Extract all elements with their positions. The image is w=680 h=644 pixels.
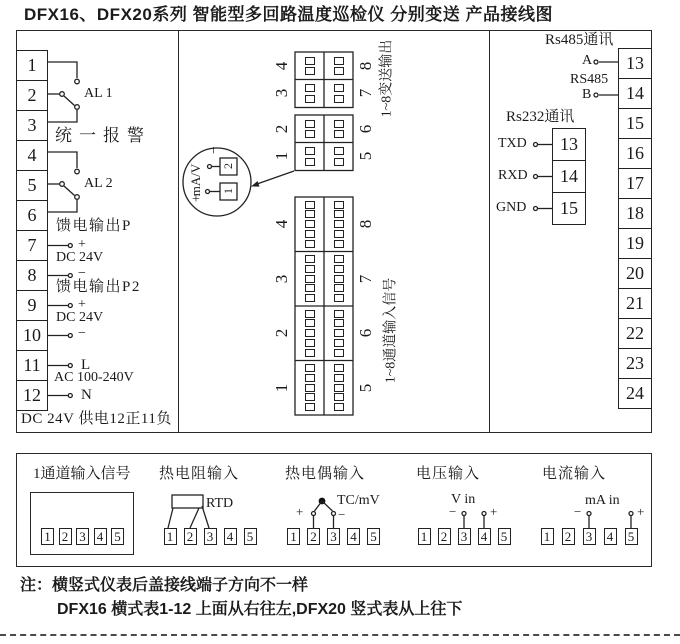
note-line-2: DFX16 横式表1-12 上面从右往左,DFX20 竖式表从上往下: [57, 601, 463, 618]
feed-p-title: 馈电输出P: [56, 218, 132, 234]
legend-terminal-box: 4: [478, 528, 491, 545]
magnifier-terminal-2: 2: [221, 163, 235, 169]
terminal-slot: [305, 220, 315, 228]
terminal-slot: [305, 284, 315, 292]
terminal-slot: [305, 240, 315, 248]
legend-rtd-sublabel: RTD: [206, 496, 234, 511]
right-terminal-box: 21: [618, 288, 652, 319]
terminal-slot: [305, 201, 315, 209]
left-terminal-box: 4: [16, 140, 48, 171]
legend-terminal-box: 3: [204, 528, 217, 545]
legend-terminal-box: 4: [347, 528, 360, 545]
terminal-slot: [305, 255, 315, 263]
left-terminal-box: 5: [16, 170, 48, 201]
terminal-slot: [305, 403, 315, 411]
terminal-slot: [334, 374, 344, 382]
terminal-slot: [334, 57, 344, 65]
legend-voltage-plus: +: [490, 504, 498, 519]
legend-channel-signal-title: 1通道输入信号: [33, 466, 131, 482]
legend-terminal-box: 5: [625, 528, 638, 545]
unified-alarm-label: 统一报警: [55, 126, 151, 145]
input-block-label: 1~8通道输入信号: [383, 277, 399, 384]
dashed-separator: [0, 634, 680, 636]
terminal-slot: [334, 284, 344, 292]
terminal-slot: [305, 319, 315, 327]
terminal-slot: [334, 220, 344, 228]
legend-tc-minus: −: [338, 507, 346, 522]
terminal-slot: [305, 130, 315, 138]
terminal-slot: [305, 364, 315, 372]
rs485-line-b-label: B: [582, 87, 592, 102]
left-terminal-box: 9: [16, 290, 48, 321]
right-terminal-box: 22: [618, 318, 652, 349]
legend-current-title: 电流输入: [542, 466, 607, 482]
relay-al1-symbol: [48, 62, 79, 122]
legend-current-plus: +: [637, 504, 645, 519]
terminal-slot: [334, 230, 344, 238]
magnifier-signal-label: mA/V: [188, 163, 203, 197]
feed-p-minus: −: [78, 266, 86, 281]
channel-number: 3: [272, 89, 291, 98]
rs232-terminal-box: 13: [552, 128, 586, 161]
terminal-slot: [334, 210, 344, 218]
rs232-gnd-label: GND: [496, 200, 527, 215]
feed-p2-voltage: DC 24V: [56, 310, 104, 325]
terminal-slot: [305, 310, 315, 318]
channel-number: 4: [272, 61, 291, 70]
legend-current-minus: −: [574, 504, 582, 519]
legend-terminal-box: 2: [438, 528, 451, 545]
channel-number: 3: [272, 274, 291, 283]
left-terminal-box: 12: [16, 380, 48, 411]
note-line-1: 注：横竖式仪表后盖接线端子方向不一样: [20, 577, 309, 594]
terminal-slot: [305, 158, 315, 166]
right-terminal-box: 23: [618, 348, 652, 379]
legend-terminal-box: 4: [604, 528, 617, 545]
terminal-slot: [334, 265, 344, 273]
terminal-slot: [305, 275, 315, 283]
legend-terminal-box: 4: [224, 528, 237, 545]
left-terminal-box: 8: [16, 260, 48, 291]
relay2-label: AL 2: [84, 176, 113, 191]
terminal-slot: [334, 275, 344, 283]
right-terminal-box: 24: [618, 378, 652, 409]
terminal-slot: [334, 329, 344, 337]
rs232-terminal-box: 15: [552, 192, 586, 225]
legend-tc-sublabel: TC/mV: [337, 493, 380, 508]
terminal-slot: [305, 265, 315, 273]
terminal-slot: [305, 374, 315, 382]
page-title: DFX16、DFX20系列 智能型多回路温度巡检仪 分别变送 产品接线图: [24, 5, 553, 24]
channel-number: 7: [356, 89, 375, 98]
legend-tc-plus: +: [296, 504, 304, 519]
rs485-label: RS485: [570, 72, 609, 87]
right-terminal-box: 15: [618, 108, 652, 139]
output-block-label: 1~8变送输出: [379, 39, 395, 118]
terminal-slot: [305, 210, 315, 218]
legend-voltage-minus: −: [449, 504, 457, 519]
terminal-slot: [305, 339, 315, 347]
terminal-slot: [305, 57, 315, 65]
right-terminal-box: 18: [618, 198, 652, 229]
left-terminal-box: 6: [16, 200, 48, 231]
terminal-slot: [334, 67, 344, 75]
terminal-slot: [305, 393, 315, 401]
rs232-wires: [534, 143, 553, 211]
legend-terminal-box: 1: [418, 528, 431, 545]
legend-terminal-box: 5: [111, 528, 124, 545]
terminal-slot: [334, 201, 344, 209]
legend-terminal-box: 1: [164, 528, 177, 545]
arrow-pointer-icon: [251, 171, 294, 187]
rs485-line-a-label: A: [582, 53, 593, 68]
terminal-slot: [334, 120, 344, 128]
channel-number: 1: [272, 383, 291, 392]
terminal-slot: [334, 95, 344, 103]
rs232-terminal-box: 14: [552, 160, 586, 193]
relay1-label: AL 1: [84, 86, 113, 101]
rs485-title: Rs485通讯: [545, 32, 614, 48]
right-terminal-box: 13: [618, 48, 652, 79]
terminal-slot: [305, 230, 315, 238]
left-terminal-box: 3: [16, 110, 48, 141]
feed-p2-minus: −: [78, 326, 86, 341]
legend-terminal-box: 2: [307, 528, 320, 545]
right-terminal-box: 19: [618, 228, 652, 259]
channel-number: 2: [272, 329, 291, 338]
terminal-slot: [305, 329, 315, 337]
legend-terminal-box: 3: [583, 528, 596, 545]
mains-voltage-label: AC 100-240V: [54, 370, 134, 385]
terminal-slot: [305, 147, 315, 155]
legend-terminal-box: 2: [562, 528, 575, 545]
feed-p-plus: +: [78, 237, 86, 252]
terminal-slot: [334, 310, 344, 318]
left-terminal-box: 2: [16, 80, 48, 111]
legend-terminal-box: 3: [327, 528, 340, 545]
channel-number: 5: [356, 152, 375, 161]
terminal-slot: [305, 384, 315, 392]
left-terminal-box: 7: [16, 230, 48, 261]
rs232-txd-label: TXD: [498, 136, 527, 151]
legend-terminal-box: 2: [184, 528, 197, 545]
mains-neutral-label: N: [81, 387, 92, 403]
terminal-slot: [305, 67, 315, 75]
channel-number: 8: [356, 61, 375, 70]
magnifier-terminal-1: 1: [221, 188, 235, 194]
feed-p2-plus: +: [78, 297, 86, 312]
legend-terminal-box: 5: [244, 528, 257, 545]
feed-p2-title: 馈电输出P2: [56, 279, 141, 295]
terminal-slot: [334, 130, 344, 138]
terminal-slot: [334, 393, 344, 401]
dc-supply-note: DC 24V 供电12正11负: [21, 411, 172, 427]
terminal-slot: [334, 147, 344, 155]
terminal-slot: [334, 240, 344, 248]
legend-terminal-box: 2: [59, 528, 72, 545]
right-terminal-box: 17: [618, 168, 652, 199]
right-terminal-box: 20: [618, 258, 652, 289]
rs232-title: Rs232通讯: [506, 109, 575, 125]
legend-channel-signal-box: [30, 492, 134, 555]
channel-number: 5: [356, 383, 375, 392]
left-terminal-box: 1: [16, 50, 48, 81]
terminal-slot: [334, 255, 344, 263]
magnifier-minus: −: [207, 146, 222, 154]
legend-terminal-box: 1: [541, 528, 554, 545]
legend-terminal-box: 1: [41, 528, 54, 545]
right-terminal-box: 16: [618, 138, 652, 169]
legend-terminal-box: 5: [367, 528, 380, 545]
relay-al2-symbol: [48, 152, 79, 212]
mains-live-label: L: [81, 357, 91, 373]
legend-tc-title: 热电偶输入: [285, 466, 366, 482]
left-terminal-box: 11: [16, 350, 48, 381]
terminal-slot: [334, 403, 344, 411]
magnifier-plus: +: [192, 192, 200, 207]
terminal-slot: [334, 158, 344, 166]
terminal-slot: [334, 339, 344, 347]
legend-terminal-box: 3: [76, 528, 89, 545]
legend-terminal-box: 4: [94, 528, 107, 545]
terminal-slot: [334, 319, 344, 327]
feed-p-voltage: DC 24V: [56, 250, 104, 265]
terminal-slot: [334, 349, 344, 357]
channel-number: 2: [272, 124, 291, 133]
terminal-slot: [334, 384, 344, 392]
legend-rtd-title: 热电阻输入: [159, 466, 240, 482]
channel-number: 1: [272, 152, 291, 161]
legend-voltage-sublabel: V in: [451, 492, 476, 507]
legend-current-sublabel: mA in: [585, 493, 620, 508]
terminal-slot: [334, 364, 344, 372]
legend-terminal-box: 3: [458, 528, 471, 545]
channel-number: 6: [356, 329, 375, 338]
terminal-slot: [334, 84, 344, 92]
left-terminal-box: 10: [16, 320, 48, 351]
terminal-slot: [334, 294, 344, 302]
legend-terminal-box: 5: [498, 528, 511, 545]
terminal-slot: [305, 294, 315, 302]
channel-number: 8: [356, 220, 375, 229]
terminal-slot: [305, 95, 315, 103]
terminal-slot: [305, 84, 315, 92]
rs232-rxd-label: RXD: [498, 168, 528, 183]
terminal-slot: [305, 349, 315, 357]
channel-number: 4: [272, 220, 291, 229]
channel-number: 6: [356, 124, 375, 133]
right-terminal-box: 14: [618, 78, 652, 109]
channel-number: 7: [356, 274, 375, 283]
terminal-slot: [305, 120, 315, 128]
legend-voltage-title: 电压输入: [416, 466, 481, 482]
legend-terminal-box: 1: [287, 528, 300, 545]
